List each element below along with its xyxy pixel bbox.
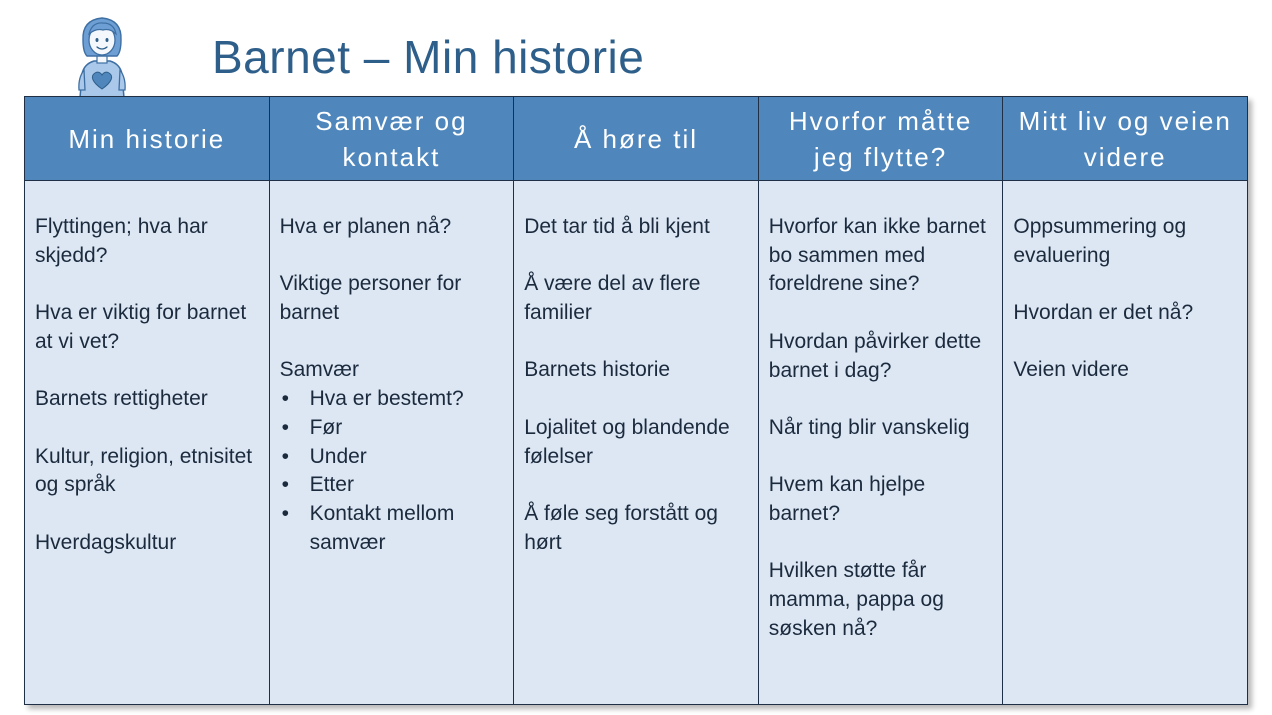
topic-item: Oppsummering og evaluering bbox=[1013, 215, 1187, 267]
topic-item: Viktige personer for barnet bbox=[279, 272, 462, 325]
table-row bbox=[25, 181, 1248, 705]
topic-item: Å være del av flere familier bbox=[524, 272, 701, 325]
bullet-item: • Hva er bestemt? bbox=[280, 385, 506, 414]
topic-item-label: Samvær bbox=[279, 358, 359, 382]
column-header: Mitt liv og veien videre bbox=[1003, 97, 1248, 181]
topic-item-with-bullets bbox=[280, 356, 506, 557]
topic-table-container bbox=[24, 96, 1248, 705]
topic-item: Kultur, religion, etnisitet og språk bbox=[35, 444, 253, 497]
bullet-item: • Før bbox=[280, 414, 506, 443]
child-avatar-icon bbox=[70, 12, 134, 98]
column-header: Samvær og kontakt bbox=[269, 97, 514, 181]
page-title: Barnet – Min historie bbox=[212, 31, 645, 83]
column-header: Min historie bbox=[25, 97, 270, 181]
topic-item: Barnets historie bbox=[524, 358, 671, 382]
topic-item: Å føle seg forstått og hørt bbox=[524, 501, 718, 554]
topic-table bbox=[24, 96, 1248, 705]
column-header: Å høre til bbox=[514, 97, 759, 181]
bullet-item: • Under bbox=[280, 443, 506, 472]
topic-item: Flyttingen; hva har skjedd? bbox=[35, 215, 208, 267]
topic-item: Barnets rettigheter bbox=[35, 387, 208, 411]
bullet-item: • Etter bbox=[280, 471, 506, 500]
topic-item: Det tar tid å bli kjent bbox=[524, 215, 710, 238]
topic-item: Hvem kan hjelpe barnet? bbox=[768, 473, 926, 525]
column-cell-hvorfor-matte-jeg-flytte bbox=[758, 181, 1003, 705]
topic-item: Veien videre bbox=[1013, 358, 1129, 382]
topic-item: Når ting blir vanskelig bbox=[768, 415, 970, 439]
topic-item: Hverdagskultur bbox=[35, 530, 177, 554]
column-cell-a-hore-til bbox=[514, 181, 759, 705]
topic-item: Lojalitet og blandende følelser bbox=[524, 415, 730, 468]
topic-item: Hva er planen nå? bbox=[279, 215, 452, 238]
bullet-list bbox=[280, 385, 506, 557]
column-cell-min-historie bbox=[25, 181, 270, 705]
column-cell-mitt-liv-og-veien-videre bbox=[1003, 181, 1248, 705]
column-header: Hvorfor måtte jeg flytte? bbox=[758, 97, 1003, 181]
topic-item: Hvordan påvirker dette barnet i dag? bbox=[768, 329, 982, 382]
table-header-row bbox=[25, 97, 1248, 181]
topic-item: Hva er viktig for barnet at vi vet? bbox=[35, 301, 247, 353]
topic-item: Hvilken støtte får mamma, pappa og søsken nå? bbox=[768, 559, 944, 640]
bullet-item: • Kontakt mellom samvær bbox=[280, 500, 506, 557]
column-cell-samvaer-og-kontakt bbox=[269, 181, 514, 705]
topic-item: Hvordan er det nå? bbox=[1013, 301, 1194, 325]
topic-item: Hvorfor kan ikke barnet bo sammen med foreldrene sine? bbox=[768, 215, 986, 296]
